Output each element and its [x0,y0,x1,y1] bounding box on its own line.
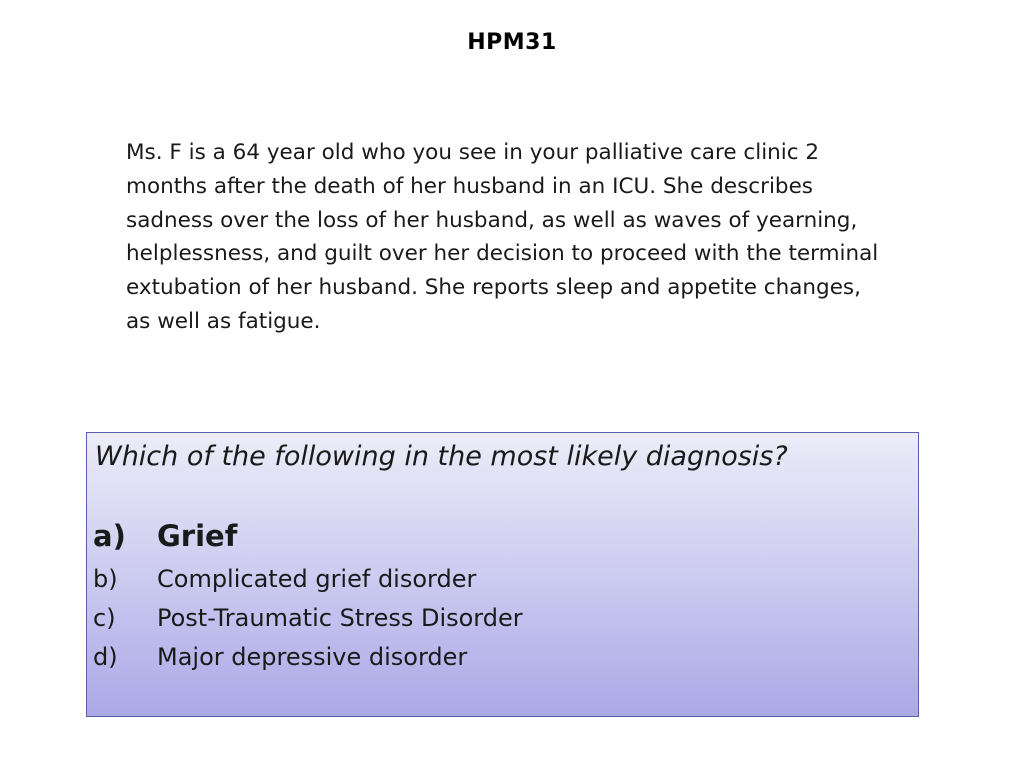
slide-title: HPM31 [467,30,557,55]
option-text: Post-Traumatic Stress Disorder [157,604,523,632]
case-vignette: Ms. F is a 64 year old who you see in your palliative care clinic 2 months after the death of her husband in an ICU. She describes sadness over the loss of her husband, as well as waves of yearning, helplessness, and guilt over her decision to proceed with the terminal extubation of her husband. She reports sleep and appetite changes, as well as fatigue. [126,140,879,334]
option-letter: a) [93,519,126,553]
option-text: Complicated grief disorder [157,565,477,593]
option-text: Grief [157,519,238,553]
option-letter: c) [93,604,116,632]
question-text: Which of the following in the most likely diagnosis? [95,441,788,472]
question-box [86,432,919,717]
option-letter: d) [93,643,118,671]
option-text: Major depressive disorder [157,643,468,671]
option-letter: b) [93,565,118,593]
